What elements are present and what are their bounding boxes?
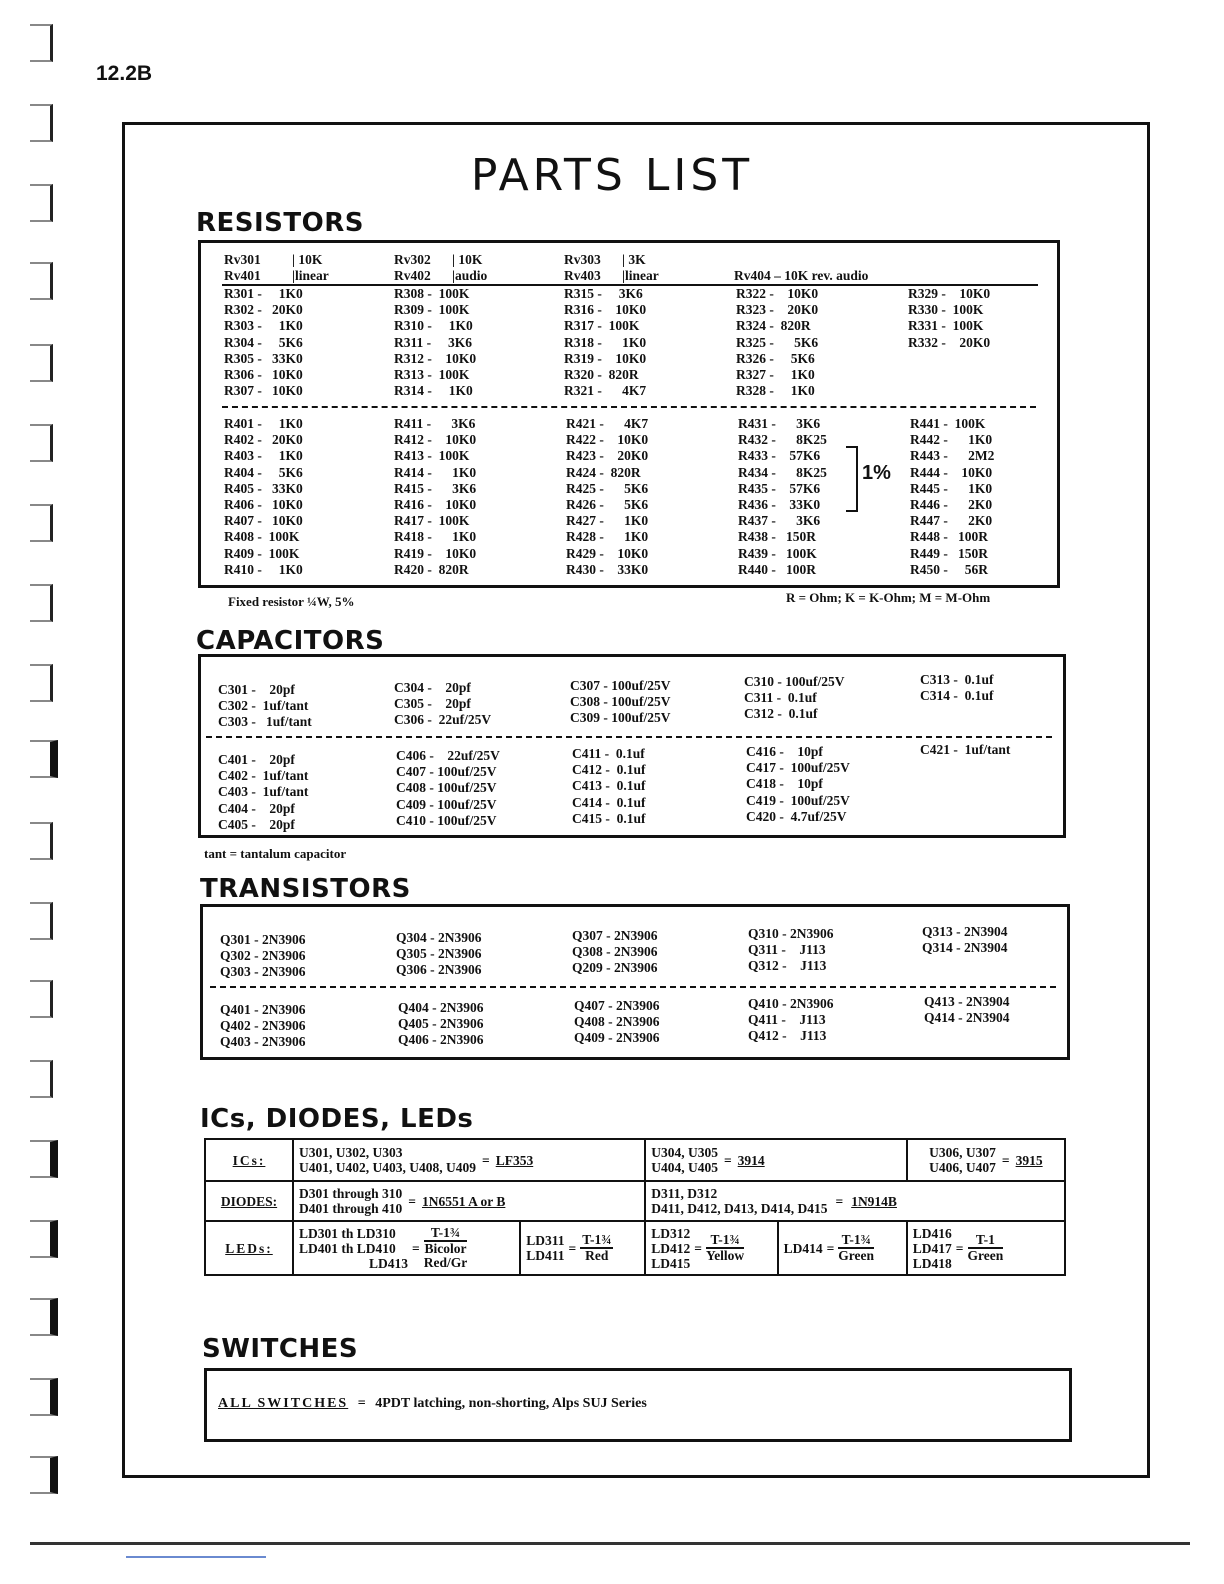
- transistors-heading: TRANSISTORS: [200, 874, 411, 904]
- led-size: T-1¾: [838, 1233, 874, 1249]
- leds-parts-b: LD411: [526, 1248, 565, 1263]
- bottom-rule-accent: [126, 1556, 266, 1558]
- led-color: Green: [967, 1248, 1004, 1263]
- bottom-rule: [30, 1542, 1190, 1545]
- section-divider: [210, 986, 1056, 988]
- binder-ring: [30, 424, 53, 462]
- page-title: PARTS LIST: [470, 150, 754, 201]
- binder-ring: [30, 104, 53, 142]
- ics-cell-2: [645, 1139, 907, 1181]
- pot-rv301: Rv301 Rv401: [224, 252, 261, 284]
- diodes-parts-b: D401 through 410: [299, 1201, 403, 1216]
- leds-parts-a: LD312: [651, 1225, 691, 1241]
- binder-ring: [30, 504, 53, 542]
- ics-parts-a: U301, U302, U303: [299, 1145, 403, 1160]
- diodes-cell-2: [645, 1181, 1065, 1221]
- leds-row: [205, 1221, 1065, 1275]
- binder-ring: [30, 1298, 58, 1336]
- equals-sign: =: [835, 1193, 844, 1209]
- pot-rv303-value: | 3K |linear: [622, 252, 659, 284]
- c400-col-3: C411 - 0.1uf C412 - 0.1uf C413 - 0.1uf C414 - 0.1uf C415 - 0.1uf: [572, 746, 646, 826]
- led-size: T-1¾: [706, 1233, 744, 1249]
- diodes-value-1n914b: 1N914B: [851, 1193, 897, 1209]
- r400-col-1: R401 - 1K0 R402 - 20K0 R403 - 1K0 R404 - 5K6 R405 - 33K0 R406 - 10K0 R407 - 10K0 R408 - 100K R409 - 100K R410 - 1K0: [224, 416, 303, 577]
- equals-sign: =: [1001, 1152, 1010, 1168]
- diodes-cell-1: [293, 1181, 645, 1221]
- led-color: Green: [838, 1248, 875, 1263]
- switches-row: [218, 1396, 647, 1412]
- leds-label: LEDs:: [205, 1221, 293, 1275]
- leds-cell-3: [645, 1221, 777, 1275]
- binder-ring: [30, 664, 53, 702]
- led-color: Yellow: [705, 1248, 745, 1263]
- binder-ring: [30, 980, 53, 1018]
- tantalum-note: tant = tantalum capacitor: [204, 846, 347, 861]
- pot-rv301-value: | 10K |linear: [292, 252, 329, 284]
- binder-ring: [30, 24, 53, 62]
- diodes-row: [205, 1181, 1065, 1221]
- page-number: 12.2B: [96, 62, 153, 85]
- c300-col-2: C304 - 20pf C305 - 20pf C306 - 22uf/25V: [394, 680, 492, 728]
- led-size: T-1¾: [424, 1226, 468, 1242]
- switches-heading: SWITCHES: [202, 1334, 359, 1364]
- leds-parts-a: LD416: [912, 1225, 952, 1241]
- r400-col-2: R411 - 3K6 R412 - 10K0 R413 - 100K R414 - 1K0 R415 - 3K6 R416 - 10K0 R417 - 100K R418 - 1K0 R419 - 10K0 R420 - 820R: [394, 416, 477, 577]
- ics-value-lf353: LF353: [495, 1152, 534, 1168]
- leds-parts-c: LD415: [651, 1255, 691, 1271]
- q300-col-1: Q301 - 2N3906 Q302 - 2N3906 Q303 - 2N3906: [220, 932, 306, 980]
- binder-ring: [30, 1378, 58, 1416]
- units-note: R = Ohm; K = K-Ohm; M = M-Ohm: [786, 590, 991, 605]
- ics-parts-a: U306, U307: [929, 1145, 996, 1160]
- ics-label: ICs:: [205, 1139, 293, 1181]
- equals-sign: =: [408, 1193, 416, 1209]
- led-size: T-1: [968, 1233, 1004, 1249]
- resistors-heading: RESISTORS: [196, 208, 364, 238]
- q300-col-3: Q307 - 2N3906 Q308 - 2N3906 Q209 - 2N3906: [572, 928, 658, 976]
- switches-label: ALL SWITCHES: [218, 1396, 349, 1411]
- binder-ring: [30, 902, 53, 940]
- binder-ring: [30, 1060, 53, 1098]
- pot-rv302-value: | 10K |audio: [452, 252, 488, 284]
- r300-col-4: R322 - 10K0 R323 - 20K0 R324 - 820R R325 - 5K6 R326 - 5K6 R327 - 1K0 R328 - 1K0: [736, 286, 819, 399]
- ics-parts-b: U404, U405: [651, 1160, 718, 1175]
- q300-col-2: Q304 - 2N3906 Q305 - 2N3906 Q306 - 2N3906: [396, 930, 482, 978]
- pot-rv404: Rv404 – 10K rev. audio: [734, 268, 869, 283]
- section-divider: [206, 736, 1052, 738]
- ics-parts-a: U304, U305: [651, 1145, 718, 1160]
- ics-parts-b: U401, U402, U403, U408, U409: [299, 1160, 476, 1175]
- leds-cell-2: [520, 1221, 645, 1275]
- equals-sign: =: [357, 1396, 366, 1411]
- binder-ring: [30, 1456, 58, 1494]
- binder-ring: [30, 740, 58, 778]
- switches-value: 4PDT latching, non-shorting, Alps SUJ Series: [375, 1396, 647, 1411]
- r300-col-5: R329 - 10K0 R330 - 100K R331 - 100K R332 - 20K0: [908, 286, 991, 350]
- r400-col-3: R421 - 4K7 R422 - 10K0 R423 - 20K0 R424 - 820R R425 - 5K6 R426 - 5K6 R427 - 1K0 R428 - 1K0 R429 - 10K0 R430 - 33K0: [566, 416, 649, 577]
- c300-col-3: C307 - 100uf/25V C308 - 100uf/25V C309 - 100uf/25V: [570, 678, 671, 726]
- c300-col-1: C301 - 20pf C302 - 1uf/tant C303 - 1uf/tant: [218, 682, 312, 730]
- ics-cell-3: [907, 1139, 1065, 1181]
- leds-parts-a: LD414: [783, 1240, 823, 1256]
- leds-parts-c: LD413: [369, 1255, 409, 1271]
- q400-col-1: Q401 - 2N3906 Q402 - 2N3906 Q403 - 2N3906: [220, 1002, 306, 1050]
- equals-sign: =: [694, 1240, 702, 1256]
- ics-value-3915: 3915: [1015, 1152, 1043, 1168]
- leds-parts-b: LD412: [651, 1240, 691, 1256]
- binder-ring: [30, 262, 53, 300]
- q300-col-4: Q310 - 2N3906 Q311 - J113 Q312 - J113: [748, 926, 834, 974]
- diodes-parts-a: D301 through 310: [299, 1186, 403, 1201]
- ics-parts-b: U406, U407: [929, 1160, 996, 1175]
- binder-ring: [30, 1140, 58, 1178]
- equals-sign: =: [568, 1240, 577, 1256]
- leds-cell-4: [778, 1221, 907, 1275]
- c400-col-5: C421 - 1uf/tant: [920, 742, 1011, 757]
- q400-col-2: Q404 - 2N3906 Q405 - 2N3906 Q406 - 2N3906: [398, 1000, 484, 1048]
- leds-cell-1: [293, 1221, 520, 1275]
- diodes-parts-a: D311, D312: [651, 1186, 718, 1201]
- diodes-label: DIODES:: [205, 1181, 293, 1221]
- c300-col-4: C310 - 100uf/25V C311 - 0.1uf C312 - 0.1uf: [744, 674, 845, 722]
- capacitors-heading: CAPACITORS: [196, 626, 385, 656]
- c300-col-5: C313 - 0.1uf C314 - 0.1uf: [920, 672, 994, 704]
- binder-ring: [30, 344, 53, 382]
- diodes-value-1n6551: 1N6551 A or B: [421, 1193, 506, 1209]
- equals-sign: =: [482, 1152, 490, 1168]
- q400-col-4: Q410 - 2N3906 Q411 - J113 Q412 - J113: [748, 996, 834, 1044]
- equals-sign: =: [826, 1240, 835, 1256]
- ics-row: [205, 1139, 1065, 1181]
- ics-heading: ICs, DIODES, LEDs: [200, 1104, 474, 1134]
- r400-col-4: R431 - 3K6 R432 - 8K25 R433 - 57K6 R434 - 8K25 R435 - 57K6 R436 - 33K0 R437 - 3K6 R438 - 150R R439 - 100K R440 - 100R: [738, 416, 827, 577]
- r400-col-5: R441 - 100K R442 - 1K0 R443 - 2M2 R444 - 10K0 R445 - 1K0 R446 - 2K0 R447 - 2K0 R448 - 100R R449 - 150R R450 - 56R: [910, 416, 995, 577]
- c400-col-4: C416 - 10pf C417 - 100uf/25V C418 - 10pf C419 - 100uf/25V C420 - 4.7uf/25V: [746, 744, 850, 824]
- leds-cell-5: [907, 1221, 1065, 1275]
- q300-col-5: Q313 - 2N3904 Q314 - 2N3904: [922, 924, 1008, 956]
- binder-ring: [30, 822, 53, 860]
- pot-rv302: Rv302 Rv402: [394, 252, 431, 284]
- leds-parts-c: LD418: [912, 1255, 952, 1271]
- equals-sign: =: [412, 1240, 420, 1256]
- ics-diodes-leds-table: [204, 1138, 1066, 1276]
- binder-ring: [30, 1220, 58, 1258]
- led-type: Bicolor: [424, 1241, 467, 1256]
- equals-sign: =: [723, 1152, 732, 1168]
- led-size: T-1¾: [582, 1232, 612, 1247]
- precision-label: 1%: [862, 462, 891, 484]
- r300-col-3: R315 - 3K6 R316 - 10K0 R317 - 100K R318 - 1K0 R319 - 10K0 R320 - 820R R321 - 4K7: [564, 286, 647, 399]
- diodes-parts-b: D411, D412, D413, D414, D415: [651, 1201, 828, 1216]
- led-color: Red: [585, 1248, 609, 1263]
- ics-value-3914: 3914: [737, 1152, 765, 1168]
- leds-parts-a: LD311: [526, 1233, 565, 1248]
- led-color: Red/Gr: [423, 1255, 468, 1270]
- c400-col-2: C406 - 22uf/25V C407 - 100uf/25V C408 - 100uf/25V C409 - 100uf/25V C410 - 100uf/25V: [396, 748, 500, 828]
- r300-col-1: R301 - 1K0 R302 - 20K0 R303 - 1K0 R304 - 5K6 R305 - 33K0 R306 - 10K0 R307 - 10K0: [224, 286, 303, 399]
- leds-parts-b: LD401 th LD410: [299, 1240, 396, 1256]
- leds-parts-a: LD301 th LD310: [299, 1225, 396, 1241]
- precision-bracket: [846, 446, 858, 512]
- fixed-resistor-note: Fixed resistor ¼W, 5%: [228, 594, 355, 609]
- binder-rings: [30, 0, 60, 1584]
- leds-parts-b: LD417: [912, 1240, 952, 1256]
- equals-sign: =: [955, 1240, 964, 1256]
- r300-col-2: R308 - 100K R309 - 100K R310 - 1K0 R311 - 3K6 R312 - 10K0 R313 - 100K R314 - 1K0: [394, 286, 477, 399]
- section-divider: [222, 406, 1036, 408]
- binder-ring: [30, 584, 53, 622]
- q400-col-3: Q407 - 2N3906 Q408 - 2N3906 Q409 - 2N3906: [574, 998, 660, 1046]
- q400-col-5: Q413 - 2N3904 Q414 - 2N3904: [924, 994, 1010, 1026]
- ics-cell-1: [293, 1139, 645, 1181]
- c400-col-1: C401 - 20pf C402 - 1uf/tant C403 - 1uf/tant C404 - 20pf C405 - 20pf: [218, 752, 309, 832]
- pot-rv303: Rv303 Rv403: [564, 252, 601, 284]
